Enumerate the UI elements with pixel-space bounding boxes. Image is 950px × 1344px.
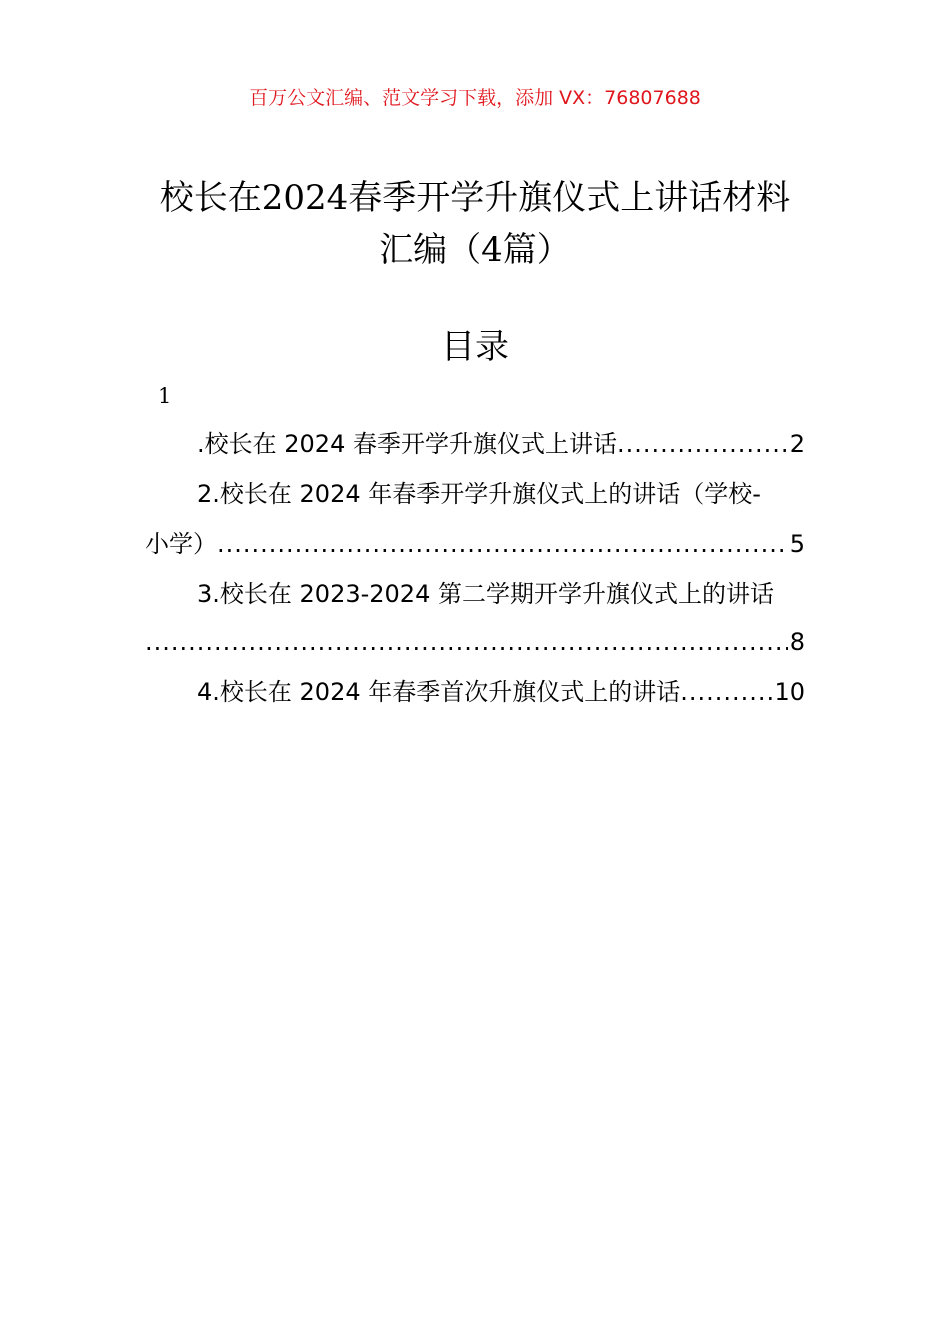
document-title [100,172,850,276]
toc-entry-3-line-1[interactable] [145,578,805,610]
header-note: 百万公文汇编、范文学习下载，添加 VX：76807688 [249,87,701,109]
toc-entry-4-leader [680,676,772,708]
toc-entry-1-text: .校长在 2024 春季开学升旗仪式上讲话 [197,430,617,458]
toc-entry-4[interactable] [145,676,805,708]
document-title-line-1: 校长在2024春季开学升旗仪式上讲话材料 [159,178,791,218]
toc-entry-2-text-line-2: 小学） [145,530,217,558]
toc-entry-1[interactable] [145,428,805,460]
toc-entry-2-text-line-1: 2.校长在 2024 年春季开学升旗仪式上的讲话（学校- [197,480,761,508]
toc-entry-3-text-line-1: 3.校长在 2023-2024 第二学期开学升旗仪式上的讲话 [197,580,774,608]
toc-entry-1-page: 2 [789,430,805,458]
toc-entry-2-line-2[interactable] [145,528,805,560]
toc-entry-2-leader [217,528,788,560]
toc-entry-4-page: 10 [774,678,805,706]
document-title-line-2: 汇编（4篇） [379,230,571,270]
stray-number: 1 [158,384,172,408]
toc-entry-2-page: 5 [789,530,805,558]
toc-entry-3-line-2[interactable] [145,626,805,658]
toc-entry-3-leader [145,626,788,658]
toc-entry-2-line-1[interactable] [145,478,805,510]
toc-entry-4-text: 4.校长在 2024 年春季首次升旗仪式上的讲话 [197,678,681,706]
toc-heading: 目录 [441,327,509,367]
toc-entry-1-leader [617,428,788,460]
toc-entry-3-page: 8 [789,628,805,656]
